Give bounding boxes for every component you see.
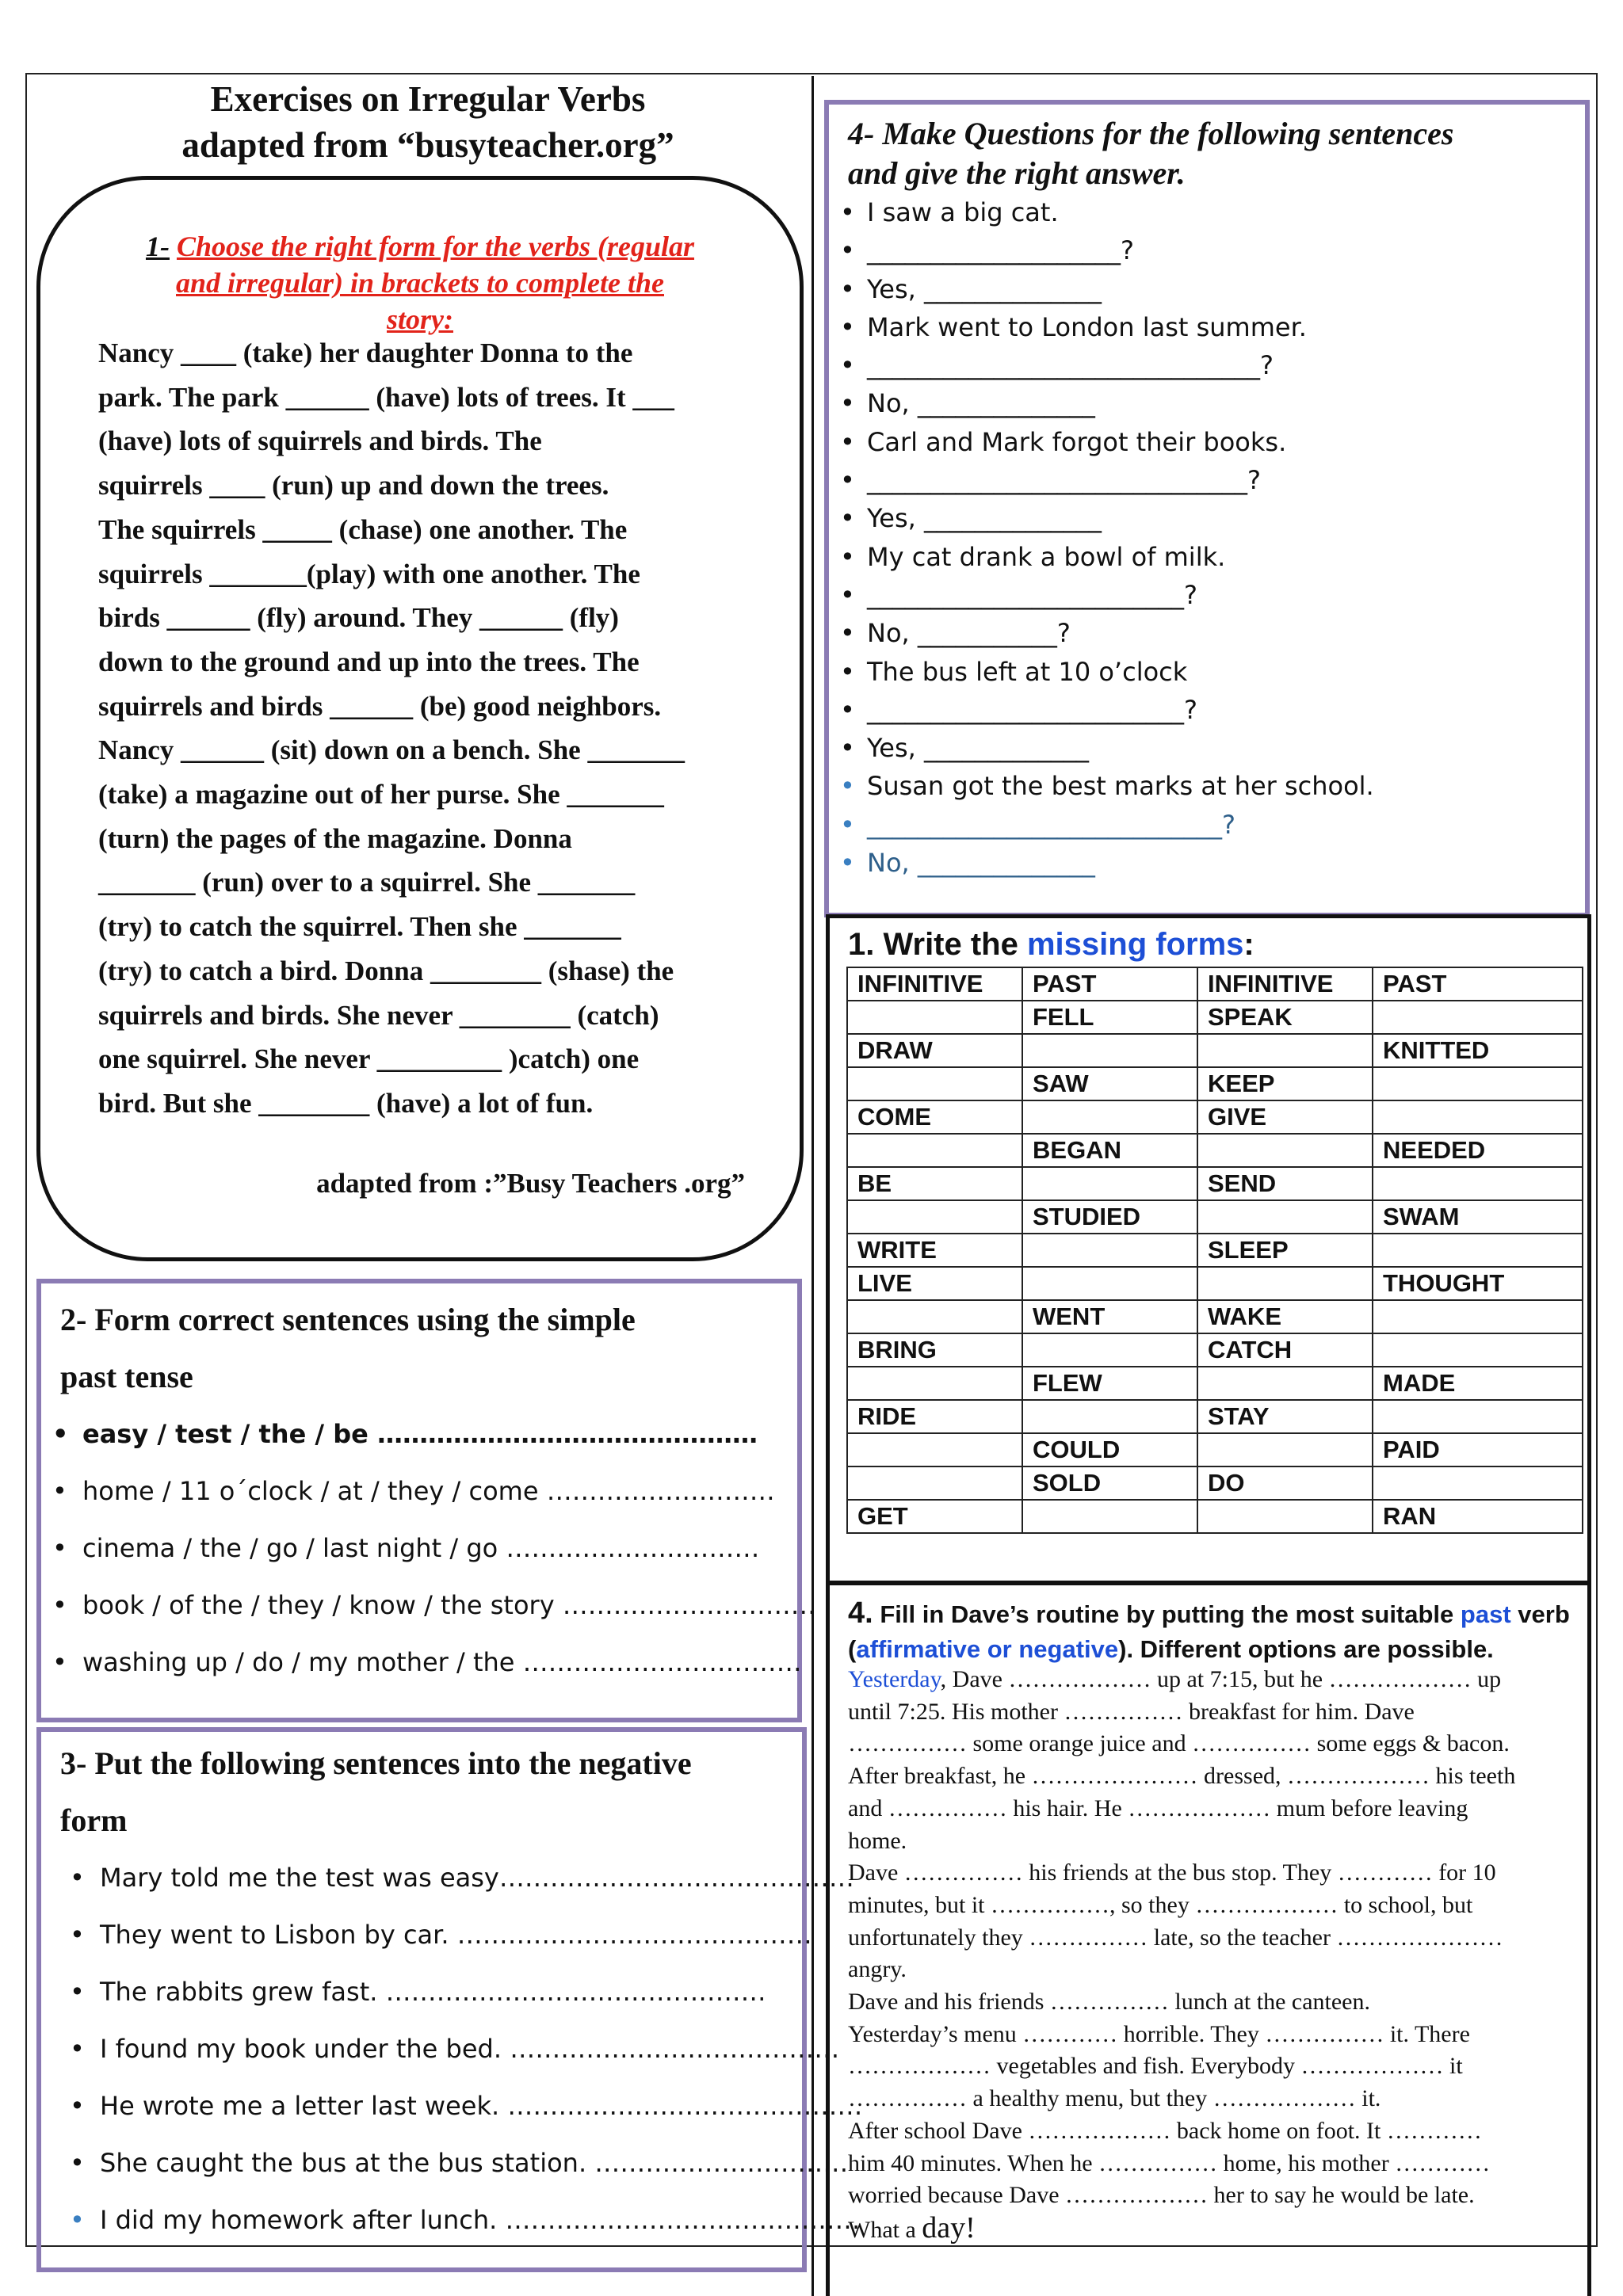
title-text: 1. Write the: [848, 927, 1027, 962]
table-cell: [1197, 1433, 1373, 1466]
daves-routine-text: [848, 1664, 1585, 2247]
list-item: • No, ______________: [837, 844, 1582, 882]
table-cell: [1197, 1367, 1373, 1400]
table-row: [847, 1300, 1583, 1333]
table-cell: [1022, 1333, 1197, 1367]
routine-line: ……………… vegetables and fish. Everybody ……………… it: [848, 2053, 1463, 2080]
table-cell: [847, 1300, 1022, 1333]
table-cell: [1373, 1466, 1583, 1500]
title-line-1: Exercises on Irregular Verbs: [210, 79, 646, 119]
story-line: _______ (run) over to a squirrel. She _______: [98, 867, 636, 898]
table-row: [847, 1267, 1583, 1300]
list-item: • Carl and Mark forgot their books.: [837, 423, 1582, 461]
title-text: ). Different options are possible.: [1118, 1635, 1494, 1663]
table-cell: [1022, 1400, 1197, 1433]
routine-line: him 40 minutes. When he …………… home, his mother …………: [848, 2149, 1491, 2176]
table-cell: FELL: [1022, 1001, 1197, 1034]
column-header: INFINITIVE: [847, 967, 1022, 1001]
table-cell: BE: [847, 1167, 1022, 1200]
table-row: [847, 1466, 1583, 1500]
list-item: • _______________________________?: [837, 346, 1582, 384]
verb-table: [846, 967, 1583, 1534]
table-cell: THOUGHT: [1373, 1267, 1583, 1300]
table-cell: SEND: [1197, 1167, 1373, 1200]
table-row: [847, 1367, 1583, 1400]
routine-line-text: What a: [848, 2216, 922, 2243]
table-cell: [1022, 1167, 1197, 1200]
exercise-1-instruction: [95, 228, 745, 338]
table-cell: [1197, 1200, 1373, 1234]
table-cell: [847, 1200, 1022, 1234]
table-cell: SWAM: [1373, 1200, 1583, 1234]
routine-last-line: [848, 2212, 1585, 2247]
table-row: [847, 1167, 1583, 1200]
title-text: verb: [1510, 1600, 1570, 1628]
table-cell: PAID: [1373, 1433, 1583, 1466]
table-row: [847, 1067, 1583, 1100]
table-row: [847, 1400, 1583, 1433]
exercise-3-title-line-1: 3- Put the following sentences into the negative: [60, 1745, 692, 1781]
list-item: • ____________________________?: [837, 806, 1582, 844]
table-cell: STUDIED: [1022, 1200, 1197, 1234]
table-cell: KEEP: [1197, 1067, 1373, 1100]
table-cell: [1197, 1500, 1373, 1533]
table-cell: WRITE: [847, 1234, 1022, 1267]
story-line: park. The park ______ (have) lots of trees. It ___: [98, 381, 674, 413]
table-cell: CATCH: [1197, 1333, 1373, 1367]
title-text: (: [848, 1635, 857, 1663]
table-row: [847, 1500, 1583, 1533]
table-cell: [1373, 1400, 1583, 1433]
story-line: Nancy ____ (take) her daughter Donna to the: [98, 338, 633, 368]
story-line: bird. But she ________ (have) a lot of fun.: [98, 1087, 594, 1119]
list-item: • book / of the / they / know / the story …………………………: [49, 1577, 794, 1634]
list-item: • Yes, _____________: [837, 729, 1582, 767]
routine-line: Dave and his friends …………… lunch at the canteen.: [848, 1989, 1370, 2016]
list-item: • The bus left at 10 o’clock: [837, 653, 1582, 691]
table-cell: BEGAN: [1022, 1134, 1197, 1167]
story-line: (take) a magazine out of her purse. She _______: [98, 779, 664, 810]
table-row: [847, 1100, 1583, 1134]
list-item: • No, ___________?: [837, 614, 1582, 652]
table-cell: FLEW: [1022, 1367, 1197, 1400]
title-highlight: missing forms: [1026, 927, 1244, 962]
exercise-1-story: [98, 331, 780, 1126]
table-cell: [1022, 1100, 1197, 1134]
column-header: PAST: [1022, 967, 1197, 1001]
daves-routine-title: [848, 1596, 1577, 1667]
story-line: squirrels and birds. She never ________ (catch): [98, 999, 659, 1031]
table-row: [847, 1034, 1583, 1067]
table-cell: [847, 1134, 1022, 1167]
routine-line: minutes, but it ……………, so they ……………… to school, but: [848, 1891, 1473, 1918]
make-questions-title: [848, 114, 1577, 193]
list-item: • Yes, ______________: [837, 499, 1582, 537]
table-cell: GET: [847, 1500, 1022, 1533]
table-cell: RAN: [1373, 1500, 1583, 1533]
list-item: • My cat drank a bowl of milk.: [837, 538, 1582, 576]
routine-line: home.: [848, 1827, 907, 1854]
table-cell: LIVE: [847, 1267, 1022, 1300]
list-item: • ____________________?: [837, 231, 1582, 269]
table-row: [847, 1001, 1583, 1034]
table-cell: [1373, 1067, 1583, 1100]
story-line: one squirrel. She never _________ )catch) one: [98, 1043, 640, 1075]
story-line: birds ______ (fly) around. They ______ (fly): [98, 602, 619, 634]
routine-line: and …………… his hair. He ……………… mum before leaving: [848, 1794, 1468, 1821]
routine-line: After breakfast, he ………………… dressed, ……………… his teeth: [848, 1763, 1516, 1790]
table-cell: [1373, 1001, 1583, 1034]
routine-first-word: Yesterday: [848, 1666, 941, 1692]
list-item: • They went to Lisbon by car. ……………………………………: [70, 1906, 799, 1963]
story-line: squirrels ____ (run) up and down the trees.: [98, 470, 609, 502]
table-cell: GIVE: [1197, 1100, 1373, 1134]
exercise-3-title: [60, 1735, 789, 1849]
table-cell: COULD: [1022, 1433, 1197, 1466]
table-cell: COME: [847, 1100, 1022, 1134]
table-cell: [847, 1367, 1022, 1400]
make-questions-list: [837, 193, 1582, 882]
table-cell: [1373, 1167, 1583, 1200]
story-line: (have) lots of squirrels and birds. The: [98, 425, 542, 457]
exercise-3-list: [70, 1849, 863, 2248]
story-line: (try) to catch the squirrel. Then she _______: [98, 911, 621, 943]
table-cell: [1197, 1134, 1373, 1167]
make-questions-title-line-2: and give the right answer.: [848, 155, 1186, 191]
exercise-1-number: 1-: [145, 231, 170, 262]
story-line: The squirrels _____ (chase) one another. The: [98, 513, 628, 545]
table-cell: MADE: [1373, 1367, 1583, 1400]
table-cell: [1373, 1300, 1583, 1333]
exercise-number: 4.: [848, 1596, 873, 1630]
routine-line: …………… a healthy menu, but they ……………… it.: [848, 2085, 1381, 2112]
exercise-2-title: [60, 1291, 789, 1405]
make-questions-title-line-1: 4- Make Questions for the following sentences: [848, 116, 1454, 151]
routine-line: worried because Dave ……………… her to say he would be late.: [848, 2182, 1475, 2209]
table-cell: [847, 1433, 1022, 1466]
table-cell: [1022, 1034, 1197, 1067]
table-cell: SPEAK: [1197, 1001, 1373, 1034]
table-row: [847, 1234, 1583, 1267]
list-item: • Yes, ______________: [837, 270, 1582, 308]
table-cell: [1373, 1234, 1583, 1267]
list-item: • I did my homework after lunch. ……………………………………: [70, 2191, 799, 2248]
routine-line: until 7:25. His mother …………… breakfast for him. Dave: [848, 1698, 1415, 1725]
routine-line-text: day!: [922, 2210, 976, 2245]
missing-forms-title: [848, 927, 1254, 963]
table-cell: DRAW: [847, 1034, 1022, 1067]
table-cell: DO: [1197, 1466, 1373, 1500]
title-text: Fill in Dave’s routine by putting the most suitable: [873, 1600, 1461, 1628]
exercise-2-list: [49, 1405, 816, 1691]
page-title: [48, 76, 808, 168]
table-header-row: [847, 967, 1583, 1001]
routine-line: unfortunately they …………… late, so the teacher …………………: [848, 1924, 1503, 1951]
title-line-2: adapted from “busyteacher.org”: [181, 125, 674, 165]
routine-line: [848, 1664, 1585, 1696]
story-line: squirrels _______(play) with one another. The: [98, 558, 640, 589]
story-line: (turn) the pages of the magazine. Donna: [98, 822, 572, 854]
table-cell: SAW: [1022, 1067, 1197, 1100]
table-cell: NEEDED: [1373, 1134, 1583, 1167]
table-cell: [847, 1067, 1022, 1100]
list-item: • cinema / the / go / last night / go …………………………: [49, 1520, 794, 1577]
table-cell: WAKE: [1197, 1300, 1373, 1333]
column-header: INFINITIVE: [1197, 967, 1373, 1001]
list-item: • I saw a big cat.: [837, 193, 1582, 231]
instruction-line-1: Choose the right form for the verbs (regular: [176, 231, 695, 262]
routine-line: Dave …………… his friends at the bus stop. They ………… for 10: [848, 1859, 1496, 1886]
title-affirmative: affirmative or negative: [856, 1635, 1119, 1663]
column-header: PAST: [1373, 967, 1583, 1001]
table-row: [847, 1433, 1583, 1466]
list-item: • easy / test / the / be ………………………………………: [49, 1405, 794, 1463]
list-item: • The rabbits grew fast. ………………………………………: [70, 1963, 799, 2020]
table-row: [847, 1134, 1583, 1167]
table-cell: STAY: [1197, 1400, 1373, 1433]
title-past: past: [1460, 1600, 1511, 1628]
list-item: • Susan got the best marks at her school.: [837, 767, 1582, 805]
list-item: • Mark went to London last summer.: [837, 308, 1582, 346]
table-cell: [847, 1001, 1022, 1034]
table-cell: WENT: [1022, 1300, 1197, 1333]
instruction-line-2: and irregular) in brackets to complete the: [176, 267, 664, 299]
story-line: (try) to catch a bird. Donna ________ (shase) the: [98, 955, 674, 986]
story-line: down to the ground and up into the trees. The: [98, 646, 640, 677]
list-item: • She caught the bus at the bus station. …………………………: [70, 2134, 799, 2191]
table-cell: [1373, 1333, 1583, 1367]
list-item: • No, ______________: [837, 384, 1582, 422]
table-row: [847, 1333, 1583, 1367]
list-item: • _________________________?: [837, 691, 1582, 729]
table-cell: [847, 1466, 1022, 1500]
list-item: • _________________________?: [837, 576, 1582, 614]
table-cell: [1373, 1100, 1583, 1134]
list-item: • He wrote me a letter last week. ……………………………………: [70, 2077, 799, 2134]
table-cell: [1022, 1267, 1197, 1300]
list-item: • home / 11 o´clock / at / they / come ………………………: [49, 1463, 794, 1520]
story-line: squirrels and birds ______ (be) good neighbors.: [98, 690, 662, 722]
table-cell: KNITTED: [1373, 1034, 1583, 1067]
story-line: Nancy ______ (sit) down on a bench. She _______: [98, 734, 685, 766]
routine-line: …………… some orange juice and …………… some eggs & bacon.: [848, 1730, 1510, 1757]
exercise-2-title-line-2: past tense: [60, 1359, 193, 1394]
list-item: • ______________________________?: [837, 461, 1582, 499]
routine-line: After school Dave ……………… back home on foot. It …………: [848, 2117, 1482, 2144]
table-cell: [1197, 1034, 1373, 1067]
table-cell: SLEEP: [1197, 1234, 1373, 1267]
table-cell: [1022, 1234, 1197, 1267]
exercise-3-title-line-2: form: [60, 1802, 128, 1838]
routine-line: Yesterday’s menu ………… horrible. They …………… it. There: [848, 2020, 1470, 2047]
table-cell: BRING: [847, 1333, 1022, 1367]
table-row: [847, 1200, 1583, 1234]
routine-line: angry.: [848, 1956, 907, 1983]
exercise-2-title-line-1: 2- Form correct sentences using the simple: [60, 1302, 636, 1337]
table-cell: [1197, 1267, 1373, 1300]
list-item: • Mary told me the test was easy……………………………………: [70, 1849, 799, 1906]
exercise-1-source: adapted from :”Busy Teachers .org”: [316, 1168, 745, 1199]
routine-line-text: , Dave ……………… up at 7:15, but he ……………… up: [940, 1666, 1502, 1692]
list-item: • I found my book under the bed. …………………………………: [70, 2020, 799, 2077]
instruction-line-3: story:: [387, 303, 453, 335]
table-cell: [1022, 1500, 1197, 1533]
list-item: • washing up / do / my mother / the ……………………………: [49, 1634, 794, 1691]
table-cell: SOLD: [1022, 1466, 1197, 1500]
table-cell: RIDE: [847, 1400, 1022, 1433]
title-suffix: :: [1243, 927, 1254, 962]
